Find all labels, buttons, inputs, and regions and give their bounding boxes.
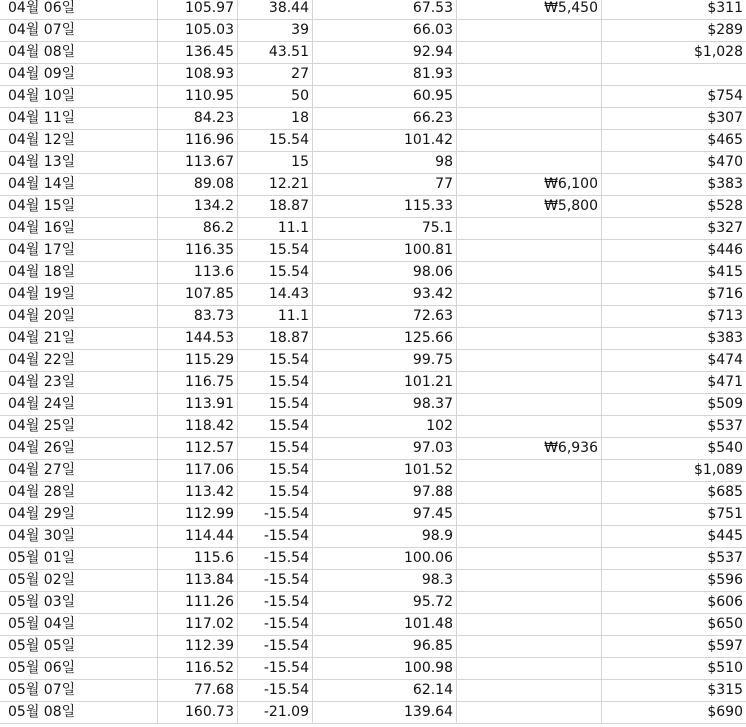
value2-cell[interactable]: 12.21 (238, 174, 313, 196)
value1-cell[interactable]: 89.08 (158, 174, 238, 196)
table-row (0, 702, 746, 724)
date-cell[interactable]: 04월 26일 (0, 438, 158, 460)
value3-cell[interactable]: 72.63 (313, 306, 457, 328)
krw-amount-cell[interactable] (457, 548, 602, 570)
date-cell[interactable]: 04월 22일 (0, 350, 158, 372)
value2-cell[interactable]: -15.54 (238, 504, 313, 526)
value3-cell[interactable]: 98.9 (313, 526, 457, 548)
krw-amount-cell[interactable] (457, 394, 602, 416)
value2-cell[interactable]: 11.1 (238, 218, 313, 240)
krw-amount-cell[interactable] (457, 20, 602, 42)
value2-cell[interactable]: 15.54 (238, 438, 313, 460)
table-row (0, 240, 746, 262)
usd-amount-cell[interactable]: $751 (602, 504, 746, 526)
value3-cell[interactable]: 75.1 (313, 218, 457, 240)
value3-cell[interactable]: 101.42 (313, 130, 457, 152)
value1-cell[interactable]: 113.67 (158, 152, 238, 174)
date-cell[interactable]: 04월 24일 (0, 394, 158, 416)
date-cell[interactable]: 04월 18일 (0, 262, 158, 284)
usd-amount-cell[interactable]: $383 (602, 328, 746, 350)
usd-amount-cell[interactable]: $327 (602, 218, 746, 240)
krw-amount-cell[interactable]: ₩5,450 (457, 0, 602, 20)
value1-cell[interactable]: 112.39 (158, 636, 238, 658)
table-row (0, 174, 746, 196)
value1-cell[interactable]: 116.96 (158, 130, 238, 152)
usd-amount-cell[interactable]: $537 (602, 416, 746, 438)
value2-cell[interactable]: 50 (238, 86, 313, 108)
table-row (0, 64, 746, 86)
value1-cell[interactable]: 144.53 (158, 328, 238, 350)
value1-cell[interactable]: 111.26 (158, 592, 238, 614)
value2-cell[interactable]: 43.51 (238, 42, 313, 64)
value2-cell[interactable]: 18 (238, 108, 313, 130)
value2-cell[interactable]: 39 (238, 20, 313, 42)
value1-cell[interactable]: 118.42 (158, 416, 238, 438)
value3-cell[interactable]: 100.98 (313, 658, 457, 680)
value1-cell[interactable]: 117.06 (158, 460, 238, 482)
value1-cell[interactable]: 83.73 (158, 306, 238, 328)
value2-cell[interactable]: 14.43 (238, 284, 313, 306)
date-cell[interactable]: 04월 06일 (0, 0, 158, 20)
table-row (0, 0, 746, 20)
table-row (0, 130, 746, 152)
table-row (0, 196, 746, 218)
table-row (0, 548, 746, 570)
date-cell[interactable]: 04월 07일 (0, 20, 158, 42)
value1-cell[interactable]: 105.97 (158, 0, 238, 20)
value2-cell[interactable]: -15.54 (238, 636, 313, 658)
krw-amount-cell[interactable] (457, 42, 602, 64)
value1-cell[interactable]: 112.57 (158, 438, 238, 460)
usd-amount-cell[interactable]: $509 (602, 394, 746, 416)
usd-amount-cell[interactable]: $471 (602, 372, 746, 394)
date-cell[interactable]: 05월 01일 (0, 548, 158, 570)
value2-cell[interactable]: 15 (238, 152, 313, 174)
table-row (0, 20, 746, 42)
value2-cell[interactable]: 15.54 (238, 130, 313, 152)
date-cell[interactable]: 04월 28일 (0, 482, 158, 504)
date-cell[interactable]: 04월 14일 (0, 174, 158, 196)
table-row (0, 680, 746, 702)
krw-amount-cell[interactable]: ₩5,800 (457, 196, 602, 218)
date-cell[interactable]: 05월 02일 (0, 570, 158, 592)
value1-cell[interactable]: 113.42 (158, 482, 238, 504)
krw-amount-cell[interactable] (457, 680, 602, 702)
table-row (0, 482, 746, 504)
date-cell[interactable]: 04월 16일 (0, 218, 158, 240)
value1-cell[interactable]: 114.44 (158, 526, 238, 548)
value2-cell[interactable]: -15.54 (238, 592, 313, 614)
value2-cell[interactable]: 38.44 (238, 0, 313, 20)
value1-cell[interactable]: 116.75 (158, 372, 238, 394)
usd-amount-cell[interactable]: $445 (602, 526, 746, 548)
value3-cell[interactable]: 66.03 (313, 20, 457, 42)
value2-cell[interactable]: -15.54 (238, 526, 313, 548)
value3-cell[interactable]: 98.37 (313, 394, 457, 416)
value1-cell[interactable]: 113.91 (158, 394, 238, 416)
value1-cell[interactable]: 136.45 (158, 42, 238, 64)
usd-amount-cell[interactable]: $311 (602, 0, 746, 20)
usd-amount-cell[interactable]: $383 (602, 174, 746, 196)
usd-amount-cell[interactable]: $528 (602, 196, 746, 218)
value3-cell[interactable]: 101.21 (313, 372, 457, 394)
value2-cell[interactable]: -15.54 (238, 548, 313, 570)
date-cell[interactable]: 04월 13일 (0, 152, 158, 174)
usd-amount-cell[interactable]: $510 (602, 658, 746, 680)
date-cell[interactable]: 04월 23일 (0, 372, 158, 394)
value3-cell[interactable]: 81.93 (313, 64, 457, 86)
value3-cell[interactable]: 92.94 (313, 42, 457, 64)
usd-amount-cell[interactable]: $415 (602, 262, 746, 284)
table-row (0, 438, 746, 460)
usd-amount-cell[interactable]: $470 (602, 152, 746, 174)
value2-cell[interactable]: 18.87 (238, 328, 313, 350)
usd-amount-cell[interactable]: $315 (602, 680, 746, 702)
value2-cell[interactable]: 15.54 (238, 416, 313, 438)
value2-cell[interactable]: 15.54 (238, 460, 313, 482)
usd-amount-cell[interactable]: $446 (602, 240, 746, 262)
date-cell[interactable]: 04월 19일 (0, 284, 158, 306)
krw-amount-cell[interactable] (457, 526, 602, 548)
table-row (0, 394, 746, 416)
value1-cell[interactable]: 110.95 (158, 86, 238, 108)
value1-cell[interactable]: 115.29 (158, 350, 238, 372)
value2-cell[interactable]: 11.1 (238, 306, 313, 328)
usd-amount-cell[interactable]: $540 (602, 438, 746, 460)
table-row (0, 284, 746, 306)
krw-amount-cell[interactable] (457, 504, 602, 526)
date-cell[interactable]: 04월 15일 (0, 196, 158, 218)
usd-amount-cell[interactable]: $713 (602, 306, 746, 328)
usd-amount-cell[interactable]: $596 (602, 570, 746, 592)
value1-cell[interactable]: 77.68 (158, 680, 238, 702)
krw-amount-cell[interactable] (457, 702, 602, 724)
krw-amount-cell[interactable] (457, 64, 602, 86)
krw-amount-cell[interactable] (457, 460, 602, 482)
value3-cell[interactable]: 97.88 (313, 482, 457, 504)
usd-amount-cell[interactable]: $474 (602, 350, 746, 372)
date-cell[interactable]: 04월 20일 (0, 306, 158, 328)
value1-cell[interactable]: 117.02 (158, 614, 238, 636)
value1-cell[interactable]: 108.93 (158, 64, 238, 86)
usd-amount-cell[interactable]: $307 (602, 108, 746, 130)
value1-cell[interactable]: 160.73 (158, 702, 238, 724)
krw-amount-cell[interactable] (457, 592, 602, 614)
value3-cell[interactable]: 60.95 (313, 86, 457, 108)
value3-cell[interactable]: 96.85 (313, 636, 457, 658)
date-cell[interactable]: 04월 08일 (0, 42, 158, 64)
usd-amount-cell[interactable]: $606 (602, 592, 746, 614)
krw-amount-cell[interactable] (457, 372, 602, 394)
table-row (0, 86, 746, 108)
table-row (0, 592, 746, 614)
usd-amount-cell[interactable]: $289 (602, 20, 746, 42)
table-row (0, 152, 746, 174)
value3-cell[interactable]: 77 (313, 174, 457, 196)
krw-amount-cell[interactable] (457, 152, 602, 174)
usd-amount-cell[interactable] (602, 64, 746, 86)
value2-cell[interactable]: -15.54 (238, 658, 313, 680)
krw-amount-cell[interactable] (457, 614, 602, 636)
date-cell[interactable]: 04월 21일 (0, 328, 158, 350)
table-row (0, 328, 746, 350)
value1-cell[interactable]: 84.23 (158, 108, 238, 130)
date-cell[interactable]: 04월 12일 (0, 130, 158, 152)
krw-amount-cell[interactable] (457, 658, 602, 680)
value3-cell[interactable]: 125.66 (313, 328, 457, 350)
krw-amount-cell[interactable] (457, 262, 602, 284)
value3-cell[interactable]: 139.64 (313, 702, 457, 724)
date-cell[interactable]: 05월 05일 (0, 636, 158, 658)
value2-cell[interactable]: -15.54 (238, 614, 313, 636)
krw-amount-cell[interactable] (457, 482, 602, 504)
value3-cell[interactable]: 93.42 (313, 284, 457, 306)
value1-cell[interactable]: 113.6 (158, 262, 238, 284)
krw-amount-cell[interactable] (457, 416, 602, 438)
value3-cell[interactable]: 101.48 (313, 614, 457, 636)
value1-cell[interactable]: 112.99 (158, 504, 238, 526)
value3-cell[interactable]: 99.75 (313, 350, 457, 372)
value1-cell[interactable]: 116.52 (158, 658, 238, 680)
date-cell[interactable]: 04월 17일 (0, 240, 158, 262)
date-cell[interactable]: 04월 11일 (0, 108, 158, 130)
table-row (0, 350, 746, 372)
krw-amount-cell[interactable] (457, 86, 602, 108)
table-row (0, 636, 746, 658)
usd-amount-cell[interactable]: $754 (602, 86, 746, 108)
table-row (0, 42, 746, 64)
value3-cell[interactable]: 98.06 (313, 262, 457, 284)
date-cell[interactable]: 04월 27일 (0, 460, 158, 482)
table-row (0, 416, 746, 438)
krw-amount-cell[interactable] (457, 570, 602, 592)
table-row (0, 108, 746, 130)
date-cell[interactable]: 05월 07일 (0, 680, 158, 702)
table-row (0, 570, 746, 592)
table-row (0, 614, 746, 636)
value3-cell[interactable]: 62.14 (313, 680, 457, 702)
value1-cell[interactable]: 116.35 (158, 240, 238, 262)
date-cell[interactable]: 05월 03일 (0, 592, 158, 614)
krw-amount-cell[interactable]: ₩6,936 (457, 438, 602, 460)
krw-amount-cell[interactable] (457, 240, 602, 262)
usd-amount-cell[interactable]: $1,089 (602, 460, 746, 482)
value1-cell[interactable]: 134.2 (158, 196, 238, 218)
krw-amount-cell[interactable] (457, 306, 602, 328)
value3-cell[interactable]: 97.03 (313, 438, 457, 460)
date-cell[interactable]: 04월 29일 (0, 504, 158, 526)
krw-amount-cell[interactable] (457, 350, 602, 372)
krw-amount-cell[interactable] (457, 130, 602, 152)
table-row (0, 460, 746, 482)
usd-amount-cell[interactable]: $1,028 (602, 42, 746, 64)
value3-cell[interactable]: 97.45 (313, 504, 457, 526)
table-row (0, 526, 746, 548)
value2-cell[interactable]: 27 (238, 64, 313, 86)
krw-amount-cell[interactable] (457, 218, 602, 240)
date-cell[interactable]: 04월 30일 (0, 526, 158, 548)
usd-amount-cell[interactable]: $597 (602, 636, 746, 658)
usd-amount-cell[interactable]: $716 (602, 284, 746, 306)
usd-amount-cell[interactable]: $465 (602, 130, 746, 152)
table-row (0, 262, 746, 284)
value1-cell[interactable]: 107.85 (158, 284, 238, 306)
date-cell[interactable]: 04월 09일 (0, 64, 158, 86)
value2-cell[interactable]: 15.54 (238, 262, 313, 284)
value3-cell[interactable]: 66.23 (313, 108, 457, 130)
value3-cell[interactable]: 67.53 (313, 0, 457, 20)
krw-amount-cell[interactable] (457, 328, 602, 350)
usd-amount-cell[interactable]: $650 (602, 614, 746, 636)
value3-cell[interactable]: 102 (313, 416, 457, 438)
value1-cell[interactable]: 105.03 (158, 20, 238, 42)
value2-cell[interactable]: -15.54 (238, 680, 313, 702)
value3-cell[interactable]: 100.81 (313, 240, 457, 262)
value3-cell[interactable]: 101.52 (313, 460, 457, 482)
value2-cell[interactable]: -21.09 (238, 702, 313, 724)
value3-cell[interactable]: 98.3 (313, 570, 457, 592)
value3-cell[interactable]: 100.06 (313, 548, 457, 570)
date-cell[interactable]: 04월 25일 (0, 416, 158, 438)
table-row (0, 372, 746, 394)
usd-amount-cell[interactable]: $537 (602, 548, 746, 570)
value1-cell[interactable]: 113.84 (158, 570, 238, 592)
krw-amount-cell[interactable] (457, 108, 602, 130)
value1-cell[interactable]: 115.6 (158, 548, 238, 570)
value2-cell[interactable]: 15.54 (238, 372, 313, 394)
date-cell[interactable]: 05월 06일 (0, 658, 158, 680)
value2-cell[interactable]: 15.54 (238, 482, 313, 504)
value2-cell[interactable]: 18.87 (238, 196, 313, 218)
table-row (0, 504, 746, 526)
value1-cell[interactable]: 86.2 (158, 218, 238, 240)
table-row (0, 658, 746, 680)
date-cell[interactable]: 05월 08일 (0, 702, 158, 724)
date-cell[interactable]: 04월 10일 (0, 86, 158, 108)
value3-cell[interactable]: 98 (313, 152, 457, 174)
value3-cell[interactable]: 95.72 (313, 592, 457, 614)
krw-amount-cell[interactable] (457, 284, 602, 306)
table-row (0, 218, 746, 240)
krw-amount-cell[interactable] (457, 636, 602, 658)
usd-amount-cell[interactable]: $690 (602, 702, 746, 724)
value3-cell[interactable]: 115.33 (313, 196, 457, 218)
value2-cell[interactable]: 15.54 (238, 350, 313, 372)
value2-cell[interactable]: -15.54 (238, 570, 313, 592)
date-cell[interactable]: 05월 04일 (0, 614, 158, 636)
value2-cell[interactable]: 15.54 (238, 240, 313, 262)
usd-amount-cell[interactable]: $685 (602, 482, 746, 504)
krw-amount-cell[interactable]: ₩6,100 (457, 174, 602, 196)
value2-cell[interactable]: 15.54 (238, 394, 313, 416)
table-row (0, 306, 746, 328)
